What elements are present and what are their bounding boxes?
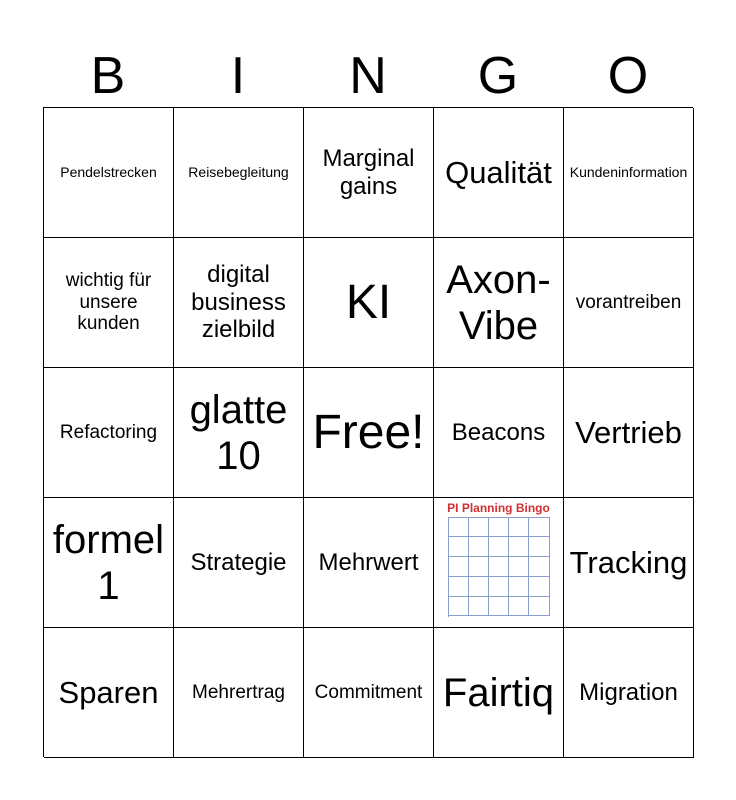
bingo-cell[interactable]	[434, 628, 564, 758]
bingo-cell-label: Free!	[312, 405, 425, 459]
bingo-grid	[43, 107, 693, 757]
thumbnail-mini-cell	[529, 577, 549, 597]
bingo-cell[interactable]	[564, 368, 694, 498]
bingo-cell[interactable]	[434, 498, 564, 628]
thumbnail-mini-cell	[469, 577, 489, 597]
thumbnail-mini-cell	[489, 577, 509, 597]
bingo-cell-label: KI	[345, 275, 392, 329]
bingo-cell-label: glatte 10	[189, 387, 288, 478]
bingo-cell[interactable]	[44, 108, 174, 238]
header-letter-b: B	[90, 47, 126, 105]
thumbnail-mini-cell	[469, 557, 489, 577]
bingo-cell[interactable]	[44, 368, 174, 498]
thumbnail-title: PI Planning Bingo	[447, 500, 550, 515]
bingo-header	[43, 46, 693, 106]
bingo-cell-label: wichtig für unsere kunden	[65, 269, 152, 335]
bingo-cell-label: Mehrwert	[318, 548, 419, 576]
bingo-cell-label: Sparen	[58, 674, 159, 710]
bingo-cell-label: Tracking	[569, 544, 688, 580]
bingo-cell[interactable]	[434, 368, 564, 498]
bingo-cell[interactable]	[304, 498, 434, 628]
bingo-cell[interactable]	[174, 628, 304, 758]
thumbnail-mini-cell	[469, 597, 489, 617]
bingo-cell[interactable]	[304, 628, 434, 758]
bingo-cell[interactable]	[434, 238, 564, 368]
thumbnail-mini-cell	[509, 537, 529, 557]
thumbnail-mini-cell	[449, 597, 469, 617]
thumbnail-mini-grid	[448, 517, 550, 617]
header-letter-o: O	[607, 47, 649, 105]
thumbnail-mini-cell	[449, 518, 469, 538]
bingo-cell[interactable]	[174, 368, 304, 498]
header-letter-i: I	[230, 47, 246, 105]
bingo-cell-label: formel 1	[52, 517, 165, 608]
bingo-cell[interactable]	[304, 238, 434, 368]
thumbnail-mini-cell	[469, 518, 489, 538]
bingo-cell-label: Commitment	[314, 681, 423, 703]
thumbnail-mini-cell	[449, 557, 469, 577]
bingo-cell[interactable]	[44, 238, 174, 368]
thumbnail-mini-cell	[529, 557, 549, 577]
thumbnail-mini-cell	[529, 597, 549, 617]
thumbnail-mini-cell	[489, 537, 509, 557]
bingo-cell-label: Mehrertrag	[192, 681, 285, 703]
thumbnail-mini-cell	[489, 518, 509, 538]
bingo-cell[interactable]	[304, 108, 434, 238]
thumbnail-mini-cell	[509, 577, 529, 597]
thumbnail-mini-cell	[449, 577, 469, 597]
bingo-cell[interactable]	[304, 368, 434, 498]
bingo-cell[interactable]	[174, 108, 304, 238]
bingo-cell-label: Marginal gains	[322, 144, 415, 200]
thumbnail-mini-cell	[529, 518, 549, 538]
thumbnail-mini-cell	[509, 518, 529, 538]
bingo-cell[interactable]	[564, 628, 694, 758]
bingo-cell[interactable]	[564, 498, 694, 628]
bingo-cell[interactable]	[564, 108, 694, 238]
thumbnail-mini-cell	[489, 597, 509, 617]
bingo-cell-label: Axon-Vibe	[446, 257, 551, 348]
bingo-cell-label: Reisebegleitung	[188, 164, 289, 181]
thumbnail-mini-cell	[449, 537, 469, 557]
bingo-cell-label: Refactoring	[59, 421, 158, 443]
bingo-cell[interactable]	[174, 498, 304, 628]
thumbnail-mini-cell	[509, 597, 529, 617]
bingo-cell[interactable]	[44, 628, 174, 758]
bingo-cell[interactable]	[44, 498, 174, 628]
bingo-cell-label: Vertrieb	[575, 414, 682, 450]
bingo-cell-label: Qualität	[445, 154, 552, 190]
thumbnail-mini-cell	[489, 557, 509, 577]
bingo-cell[interactable]	[564, 238, 694, 368]
bingo-cell-label: Kundeninformation	[569, 164, 688, 181]
thumbnail-mini-cell	[529, 537, 549, 557]
bingo-cell[interactable]	[174, 238, 304, 368]
bingo-cell[interactable]	[434, 108, 564, 238]
thumbnail-mini-cell	[509, 557, 529, 577]
bingo-card-thumbnail-image	[440, 501, 558, 625]
header-letter-g: G	[477, 47, 519, 105]
bingo-cell-label: Pendelstrecken	[60, 164, 157, 181]
thumbnail-mini-cell	[469, 537, 489, 557]
bingo-cell-label: Fairtiq	[442, 670, 555, 715]
bingo-cell-label: vorantreiben	[575, 291, 682, 313]
bingo-cell-label: digital business zielbild	[191, 261, 286, 344]
bingo-cell-label: Beacons	[451, 418, 546, 446]
bingo-cell-label: Migration	[579, 678, 678, 706]
bingo-cell-label: Strategie	[190, 548, 287, 576]
header-letter-n: N	[349, 47, 387, 105]
